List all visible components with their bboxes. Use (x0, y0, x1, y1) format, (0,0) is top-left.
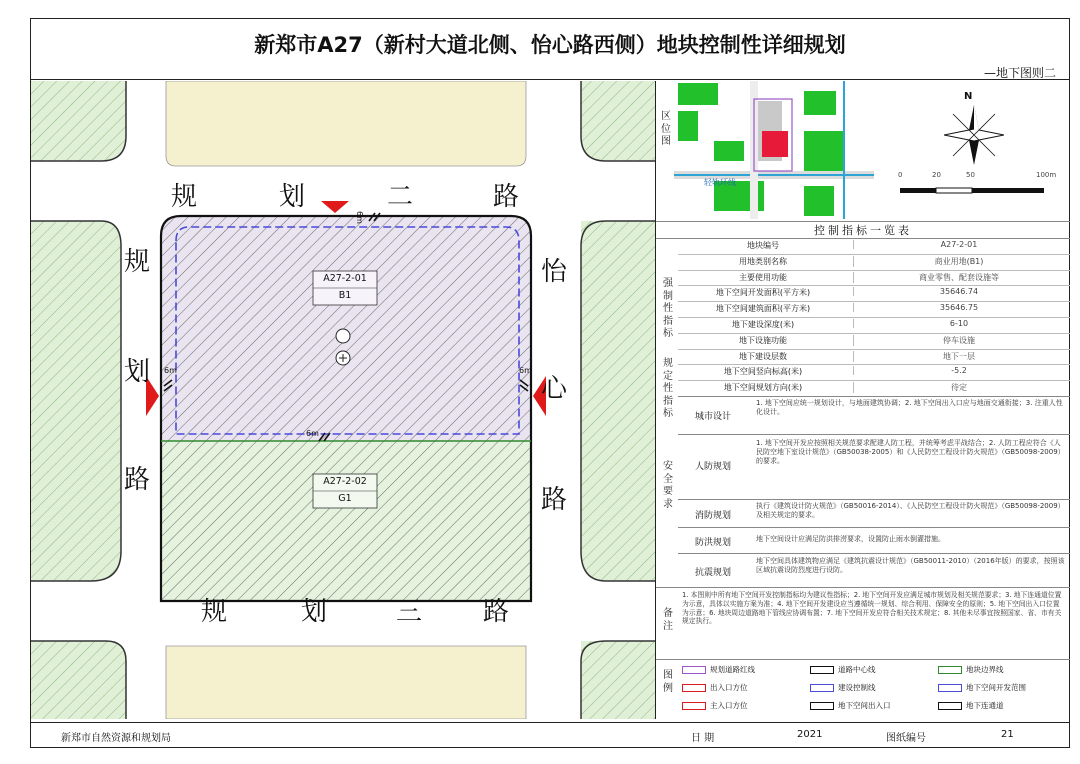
control-row-label: 地下建设深度(米) (731, 320, 795, 329)
group-notes: 备注 (663, 608, 673, 632)
parcel-code-b1: B1 (338, 290, 352, 301)
control-row-value: 35646.75 (853, 303, 1064, 312)
legend-item (810, 682, 936, 698)
legend-item (938, 682, 1064, 698)
control-row (678, 285, 1070, 302)
legend-swatch (938, 666, 962, 674)
scale-50: 50 (966, 171, 975, 179)
control-row-label: 用地类别名称 (739, 256, 787, 266)
legend-label: 规划道路红线 (710, 665, 755, 674)
dim-label-west: 6m (164, 366, 177, 375)
legend-label: 主入口方位 (710, 701, 748, 710)
control-row-label: 地下设施功能 (739, 335, 787, 345)
urban-design-text: 1. 地下空间应统一规划设计，与地面建筑协调；2. 地下空间出入口应与地面交通衔接；3. 注重人性化设计。 (756, 399, 1063, 417)
control-row-value: 商业零售、配套设施等 (853, 272, 1064, 283)
road-north-4: 路 (493, 182, 520, 212)
south-yellow-block (166, 646, 526, 719)
control-row-value: 停车设施 (853, 335, 1064, 346)
road-south-2: 划 (301, 597, 328, 627)
control-row-value: 6-10 (853, 319, 1064, 328)
info-panel (655, 81, 1069, 719)
control-row-value: A27-2-01 (853, 240, 1064, 249)
legend-label: 地下空间出入口 (838, 701, 891, 710)
section-urban-design (678, 396, 1070, 435)
footer-drawing-label: 图纸编号 (886, 733, 926, 744)
facility-icon-1 (336, 329, 350, 343)
control-row (678, 317, 1070, 334)
legend-label: 地块边界线 (966, 665, 1004, 674)
location-label-rail: 轻轨环线 (704, 178, 736, 187)
road-south-4: 路 (483, 597, 510, 627)
page-title: 新郑市A27（新村大道北侧、怡心路西侧）地块控制性详细规划 (30, 18, 1070, 80)
legend-swatch (810, 684, 834, 692)
road-east-3: 路 (541, 485, 568, 515)
dim-label-south: 6m (306, 429, 319, 438)
control-row (678, 364, 1070, 381)
location-section (656, 81, 876, 222)
control-row (678, 380, 1070, 397)
control-row (678, 270, 1070, 287)
control-row-label: 地下建设层数 (739, 351, 787, 361)
control-row (678, 238, 1070, 255)
section-quake (678, 553, 1070, 588)
notes-section (656, 587, 1070, 660)
scale-20: 20 (932, 171, 941, 179)
section-fire (678, 499, 1070, 528)
road-east-1: 怡 (541, 257, 568, 287)
urban-design-label: 城市设计 (694, 412, 731, 422)
road-south-3: 三 (396, 597, 423, 627)
north-yellow-block (166, 81, 526, 166)
quake-label: 抗震规划 (694, 568, 731, 578)
control-row-value: 商业用地(B1) (853, 256, 1064, 267)
control-row-label: 地下空间规划方向(米) (723, 383, 803, 393)
quake-text: 地下空间具体建筑物应满足《建筑抗震设计规范》（GB50011-2010）（2016年版）的要求，按照该区域抗震设防烈度进行设防。 (756, 557, 1065, 575)
control-row-value: 待定 (853, 382, 1064, 393)
legend-item (682, 700, 808, 716)
compass-icon (944, 105, 1004, 165)
footer-drawing-value: 21 (1001, 729, 1014, 740)
group-safety: 安全要求 (663, 461, 673, 510)
control-row (678, 349, 1070, 366)
control-row-label: 地块编号 (747, 241, 779, 250)
location-map-svg (674, 81, 874, 219)
legend-item (682, 682, 808, 698)
parcel-id-g1: A27-2-02 (323, 476, 367, 487)
control-row-label: 地下空间开发面积(平方米) (715, 288, 811, 298)
legend-item (810, 700, 936, 716)
group-mandatory: 强制性指标 (663, 278, 673, 339)
road-east-2: 心 (541, 374, 568, 404)
notes-text: 1. 本图则中所有地下空间开发控制指标均为建议性指标；2. 地下空间开发应满足城市规划及相关规范要求；3. 地下连通道位置为示意，具体以实施方案为准；4. 地下空间开发建设应当遵循统一规划、综合利用、保障安全的原则；5. 地下空间出入口位置为示意；6. 地块周边道路地下管线应协调布置；7. 地下空间开发应符合相关技术规定；8. 其他未尽事宜按照国家、省、市有关规定执行。 (682, 591, 1062, 626)
dim-label-north: 6m (354, 211, 364, 224)
parcel-code-g1: G1 (338, 493, 352, 504)
legend-label: 地下空间开发范围 (966, 683, 1026, 692)
legend-item (810, 664, 936, 680)
road-west-1: 规 (124, 247, 151, 277)
legend-label: 出入口方位 (710, 683, 748, 692)
road-north-1: 规 (171, 182, 198, 212)
legend-label: 地下连通道 (966, 701, 1004, 710)
scale-bar (900, 185, 1050, 197)
group-legend: 图例 (663, 670, 673, 694)
dim-label-east: 6m (519, 366, 532, 375)
control-row (678, 333, 1070, 350)
legend-swatch (938, 684, 962, 692)
flood-label: 防洪规划 (694, 538, 731, 548)
scale-100: 100m (1036, 171, 1057, 179)
section-flood (678, 527, 1070, 554)
control-row (678, 254, 1070, 271)
legend-item (938, 664, 1064, 680)
control-row-value: -5.2 (853, 366, 1064, 375)
control-table-title: 控制指标一览表 (656, 222, 1070, 239)
compass-section (876, 81, 1070, 222)
legend-swatch (810, 702, 834, 710)
road-west-2: 划 (124, 357, 151, 387)
footer-org: 新郑市自然资源和规划局 (61, 733, 171, 744)
control-row-value: 地下一层 (853, 351, 1064, 362)
fire-text: 执行《建筑设计防火规范》（GB50016-2014）、《人民防空工程设计防火规范》（GB50098-2009）及相关规定的要求。 (756, 502, 1065, 520)
group-regulatory: 规定性指标 (663, 358, 673, 419)
legend-swatch (810, 666, 834, 674)
control-row-label: 地下空间竖向标高(米) (723, 367, 803, 377)
footer (31, 722, 1069, 748)
legend-label: 道路中心线 (838, 665, 876, 674)
flood-text: 地下空间设计应满足防洪排涝要求，设置防止雨水倒灌措施。 (756, 535, 945, 543)
page-subtitle: —地下图则二 (983, 66, 1056, 80)
road-north-3: 二 (387, 182, 414, 212)
footer-date-value: 2021 (797, 729, 823, 740)
plan-map (31, 81, 655, 719)
legend-item (682, 664, 808, 680)
civil-defense-label: 人防规划 (694, 462, 731, 472)
footer-date-label: 日 期 (691, 733, 715, 744)
entrance-marker-north (321, 201, 349, 213)
legend-swatch (682, 666, 706, 674)
control-row-label: 地下空间建筑面积(平方米) (715, 304, 811, 314)
legend-section (656, 659, 1070, 720)
control-row (678, 301, 1070, 318)
legend-swatch (682, 702, 706, 710)
fire-label: 消防规划 (694, 511, 731, 521)
legend-swatch (682, 684, 706, 692)
legend-item (938, 700, 1064, 716)
civil-defense-text: 1. 地下空间开发应按照相关规范要求配建人防工程，并统筹考虑平战结合；2. 人防工程应符合《人民防空地下室设计规范》（GB50038-2005）和《人民防空工程设计防火规范》（GB50098-2009）的要求。 (756, 439, 1065, 466)
control-row-value: 35646.74 (853, 287, 1064, 296)
control-row-label: 主要使用功能 (739, 272, 787, 282)
north-label: N (964, 91, 973, 102)
legend-label: 建设控制线 (838, 683, 876, 692)
legend-swatch (938, 702, 962, 710)
scale-0: 0 (898, 171, 903, 179)
section-civil-defense (678, 434, 1070, 500)
location-side-label: 区位图 (661, 111, 671, 147)
road-north-2: 划 (279, 182, 306, 212)
road-south-1: 规 (201, 597, 228, 627)
parcel-id-b1: A27-2-01 (323, 273, 367, 284)
road-west-3: 路 (124, 465, 151, 495)
